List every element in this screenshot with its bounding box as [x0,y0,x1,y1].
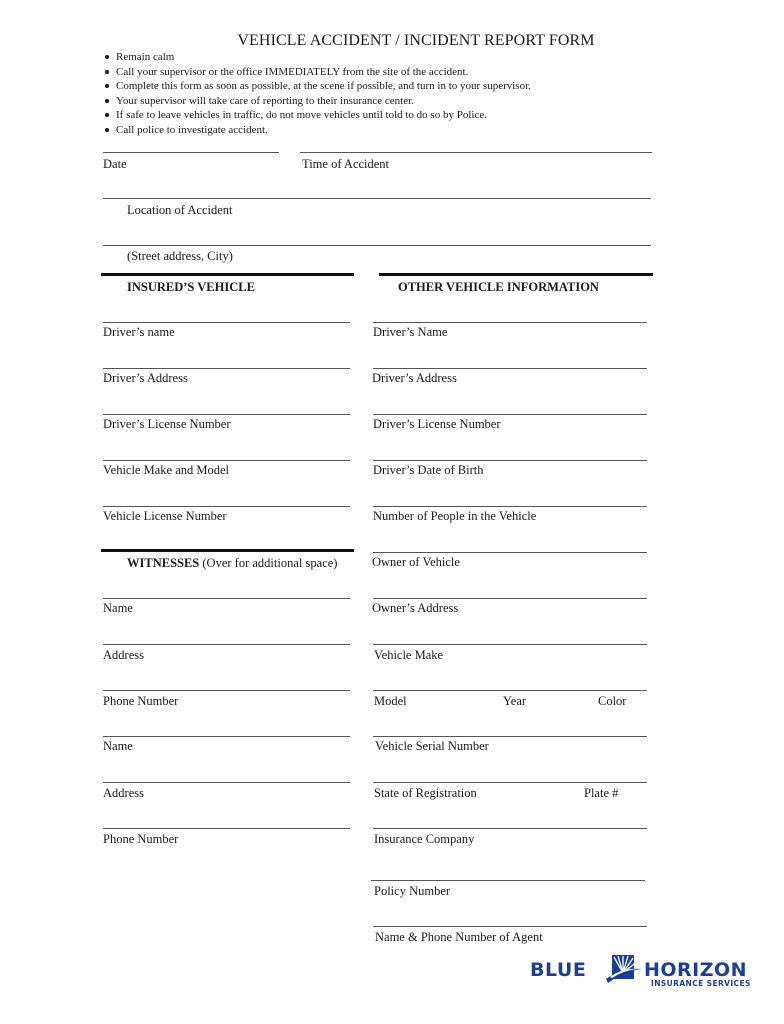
time-of-accident-field-line[interactable] [300,152,652,153]
insured-driver-license-line[interactable] [103,414,350,415]
other-vehicle-make-label: Vehicle Make [374,648,444,662]
other-registration-line[interactable] [373,782,647,783]
other-state-registration-label: State of Registration [374,786,477,800]
other-num-people-label: Number of People in the Vehicle [373,509,537,523]
street-address-label: (Street address, City) [127,249,233,263]
other-serial-label: Vehicle Serial Number [375,739,489,753]
witness1-phone-label: Phone Number [103,694,179,708]
instruction-item: Remain calm [103,50,531,65]
other-vehicle-heading: OTHER VEHICLE INFORMATION [398,280,599,294]
insured-section-rule [101,273,354,276]
insured-vehicle-heading: INSURED’S VEHICLE [127,280,255,294]
time-of-accident-label: Time of Accident [302,157,390,171]
other-model-label: Model [374,694,407,708]
witness2-name-label: Name [103,739,133,753]
witness2-phone-line[interactable] [103,828,350,829]
witness1-address-line[interactable] [103,644,350,645]
other-driver-license-label: Driver’s License Number [373,417,501,431]
insured-vehicle-license-line[interactable] [103,506,350,507]
other-owner-address-label: Owner’s Address [372,601,459,615]
other-driver-dob-label: Driver’s Date of Birth [373,463,484,477]
other-owner-address-line[interactable] [373,598,647,599]
other-driver-address-label: Driver’s Address [372,371,457,385]
insured-vehicle-make-model-line[interactable] [103,460,350,461]
witness1-name-line[interactable] [103,598,350,599]
witness1-name-label: Name [103,601,133,615]
sunrise-horizon-icon [606,955,642,985]
other-section-rule [379,273,653,276]
witness1-address-label: Address [103,648,144,662]
insured-vehicle-make-model-label: Vehicle Make and Model [103,463,230,477]
other-model-year-color-line[interactable] [373,690,647,691]
insured-vehicle-license-label: Vehicle License Number [103,509,227,523]
other-agent-label: Name & Phone Number of Agent [375,930,543,944]
instructions-list [103,50,531,138]
insured-driver-name-line[interactable] [103,322,350,323]
street-address-field-line[interactable] [103,245,651,246]
location-field-line[interactable] [103,198,651,199]
instruction-item: Call your supervisor or the office IMMEDIATELY from the site of the accident. [103,65,531,80]
logo-word-horizon: HORIZON [644,959,748,981]
witness2-name-line[interactable] [103,736,350,737]
other-driver-address-line[interactable] [373,368,647,369]
insured-driver-license-label: Driver’s License Number [103,417,231,431]
other-color-label: Color [598,694,627,708]
instruction-item: Complete this form as soon as possible, at the scene if possible, and turn in to your supervisor. [103,79,531,94]
other-driver-license-line[interactable] [373,414,647,415]
instruction-item: If safe to leave vehicles in traffic, do not move vehicles until told to do so by Police. [103,108,531,123]
blue-horizon-logo [530,955,770,991]
date-label: Date [103,157,127,171]
other-driver-name-label: Driver’s Name [373,325,448,339]
witnesses-section-rule [101,549,354,552]
other-driver-dob-line[interactable] [373,460,647,461]
date-field-line[interactable] [103,152,279,153]
other-plate-label: Plate # [584,786,619,800]
instruction-item: Call police to investigate accident. [103,123,531,138]
other-serial-line[interactable] [373,736,647,737]
witnesses-heading-title: WITNESSES [127,556,200,570]
witnesses-heading [127,556,337,571]
witness2-address-line[interactable] [103,782,350,783]
other-owner-label: Owner of Vehicle [372,555,460,569]
insured-driver-address-line[interactable] [103,368,350,369]
other-insurance-company-label: Insurance Company [374,832,475,846]
other-insurance-company-line[interactable] [373,828,647,829]
logo-tagline: INSURANCE SERVICES [651,979,751,988]
other-vehicle-make-line[interactable] [373,644,647,645]
instruction-item: Your supervisor will take care of reporting to their insurance center. [103,94,531,109]
other-policy-number-line[interactable] [371,880,645,881]
other-agent-line[interactable] [373,926,647,927]
witness1-phone-line[interactable] [103,690,350,691]
insured-driver-name-label: Driver’s name [103,325,175,339]
insured-driver-address-label: Driver’s Address [103,371,188,385]
other-year-label: Year [503,694,527,708]
page-title: VEHICLE ACCIDENT / INCIDENT REPORT FORM [237,32,595,49]
witness2-address-label: Address [103,786,144,800]
other-num-people-line[interactable] [373,506,647,507]
other-owner-line[interactable] [373,552,647,553]
witness2-phone-label: Phone Number [103,832,179,846]
other-policy-number-label: Policy Number [374,884,451,898]
logo-word-blue: BLUE [530,959,587,981]
other-driver-name-line[interactable] [373,322,647,323]
location-of-accident-label: Location of Accident [127,203,233,217]
witnesses-heading-note: (Over for additional space) [202,556,338,570]
